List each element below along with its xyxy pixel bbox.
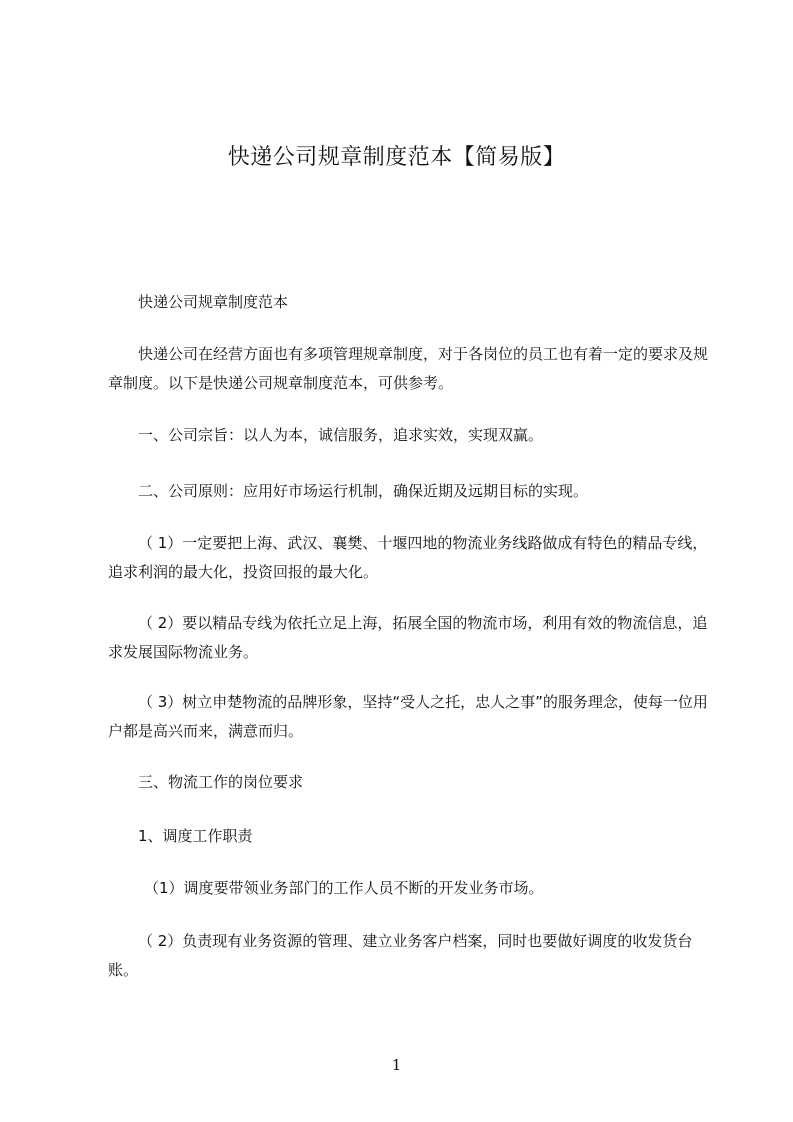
paragraph-item-3: （ 3）树立申楚物流的品牌形象，坚持“受人之托，忠人之事”的服务理念，使每一位用户都是高兴而来，满意而归。 xyxy=(108,693,708,740)
subsection-heading-dispatch: 1、调度工作职责 xyxy=(138,827,253,845)
paragraph-dispatch-1: （1）调度要带领业务部门的工作人员不断的开发业务市场。 xyxy=(144,879,544,897)
document-subtitle: 快递公司规章制度范本 xyxy=(138,293,289,311)
paragraph-item-2: （ 2）要以精品专线为依托立足上海，拓展全国的物流市场，利用有效的物流信息，追求发展国际物流业务。 xyxy=(108,614,708,661)
paragraph-intro: 快递公司在经营方面也有多项管理规章制度，对于各岗位的员工也有着一定的要求及规章制度。以下是快递公司规章制度范本，可供参考。 xyxy=(108,345,709,392)
page-number: 1 xyxy=(391,1056,402,1074)
document-title: 快递公司规章制度范本【简易版】 xyxy=(227,145,566,170)
paragraph-item-1: （ 1）一定要把上海、武汉、襄樊、十堰四地的物流业务线路做成有特色的精品专线，追求利润的最大化，投资回报的最大化。 xyxy=(108,534,708,581)
paragraph-principle: 二、公司原则：应用好市场运行机制，确保近期及远期目标的实现。 xyxy=(138,482,589,500)
paragraph-dispatch-2: （ 2）负责现有业务资源的管理、建立业务客户档案，同时也要做好调度的收发货台账。 xyxy=(108,932,693,979)
section-heading-3: 三、物流工作的岗位要求 xyxy=(138,773,304,791)
paragraph-purpose: 一、公司宗旨：以人为本，诚信服务，追求实效，实现双赢。 xyxy=(138,426,544,444)
